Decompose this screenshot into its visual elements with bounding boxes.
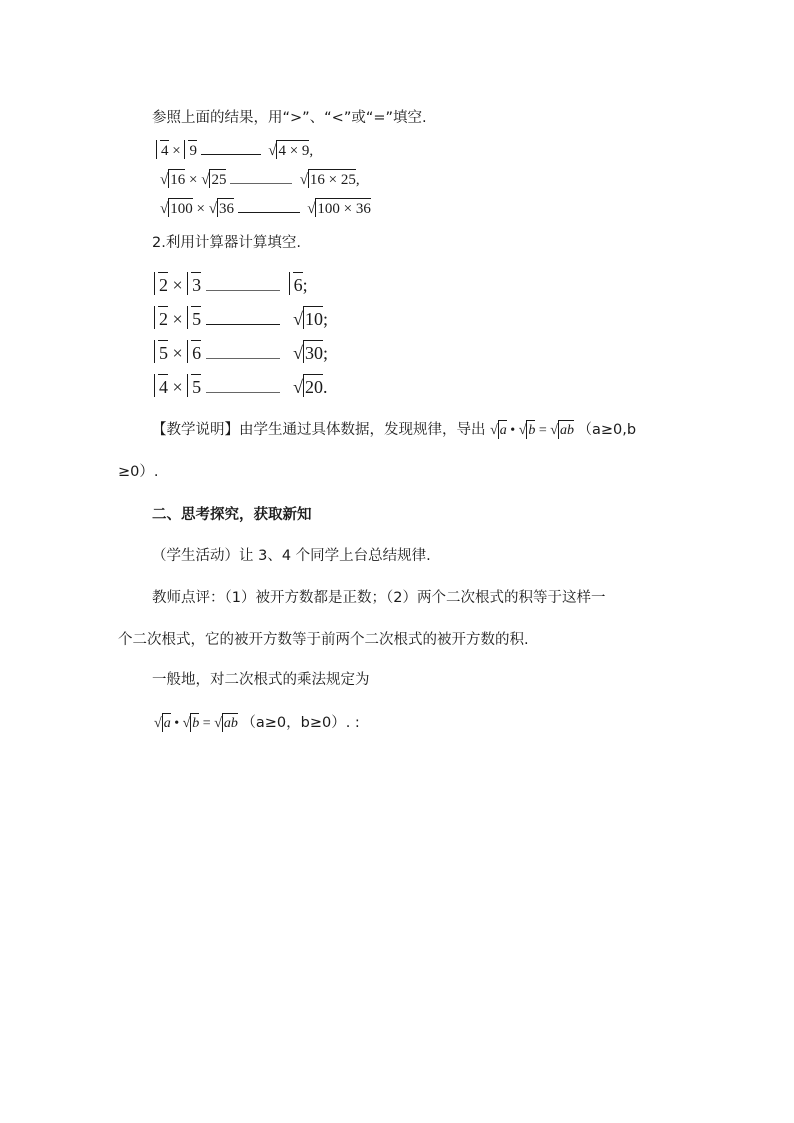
radical <box>315 198 370 219</box>
student-activity: （学生活动）让 3、4 个同学上台总结规律. <box>152 548 431 564</box>
radicand: 6 <box>191 340 201 365</box>
radicand: ab <box>223 713 238 734</box>
radical <box>209 169 226 190</box>
radical <box>217 198 234 219</box>
dot-operator: • <box>174 716 180 731</box>
radical <box>156 140 169 161</box>
intro-instruction: 参照上面的结果，用“>”、“<”或“=”填空. <box>152 110 427 126</box>
times-sign: × <box>172 343 183 363</box>
times-sign: × <box>188 172 198 188</box>
radicand: 30 <box>304 340 323 365</box>
times-sign: × <box>172 377 183 397</box>
radicand: 100 <box>169 198 193 219</box>
radical <box>168 198 193 219</box>
radical <box>184 140 197 161</box>
radical <box>187 306 201 331</box>
comparison-row-2 <box>160 169 360 190</box>
radical <box>308 169 356 190</box>
radicand: 2 <box>158 306 168 331</box>
answer-blank[interactable] <box>238 211 300 213</box>
punctuation: ; <box>323 309 329 329</box>
sqrt-sign: √ <box>182 716 191 731</box>
radicand: 6 <box>293 272 303 297</box>
radicand: 5 <box>158 340 168 365</box>
radical <box>222 713 238 734</box>
times-sign: × <box>172 275 183 295</box>
dot-operator: • <box>510 423 516 438</box>
radicand: 36 <box>218 198 234 219</box>
radicand: 5 <box>191 306 201 331</box>
radical <box>303 306 323 331</box>
radical <box>498 420 507 441</box>
sqrt-sign: √ <box>518 423 527 438</box>
product-rule-formula <box>154 716 241 731</box>
answer-blank[interactable] <box>206 391 280 393</box>
punctuation: , <box>309 143 314 159</box>
sqrt-sign: √ <box>160 172 169 188</box>
teaching-note <box>152 420 636 441</box>
radicand: a <box>499 420 507 441</box>
radical <box>154 272 168 297</box>
answer-blank[interactable] <box>206 357 280 359</box>
radical <box>303 340 323 365</box>
calc-row-4 <box>154 374 328 399</box>
equals-sign: = <box>538 423 547 438</box>
condition-text: （a≥0，b≥0）. : <box>241 715 360 731</box>
radicand: 10 <box>304 306 323 331</box>
answer-blank[interactable] <box>206 289 280 291</box>
sqrt-sign: √ <box>490 423 498 438</box>
sqrt-sign: √ <box>201 172 210 188</box>
teaching-note-text: 【教学说明】由学生通过具体数据，发现规律，导出 <box>152 422 486 438</box>
calc-row-3 <box>154 340 328 365</box>
general-rule <box>154 713 360 734</box>
radical <box>303 374 323 399</box>
punctuation: ; <box>302 275 308 295</box>
radicand: 16 × 25 <box>309 169 356 190</box>
radical <box>154 306 168 331</box>
radicand: 20 <box>304 374 323 399</box>
calculator-heading: 2.利用计算器计算填空. <box>152 235 301 251</box>
answer-blank[interactable] <box>201 153 261 155</box>
radicand: 9 <box>188 140 197 161</box>
radicand: 16 <box>169 169 185 190</box>
general-rule-intro: 一般地，对二次根式的乘法规定为 <box>152 672 370 688</box>
radical <box>190 713 199 734</box>
radicand: 25 <box>210 169 226 190</box>
radical <box>526 420 535 441</box>
radicand: 4 <box>158 374 168 399</box>
comparison-row-1 <box>156 140 313 161</box>
sqrt-sign: √ <box>154 716 162 731</box>
calc-row-1 <box>154 272 308 297</box>
radicand: b <box>527 420 535 441</box>
times-sign: × <box>196 201 205 217</box>
radicand: 4 × 9 <box>277 140 309 161</box>
radical <box>187 272 201 297</box>
radical <box>154 340 168 365</box>
sqrt-sign: √ <box>293 343 304 363</box>
times-sign: × <box>172 143 181 159</box>
equals-sign: = <box>202 716 211 731</box>
radical <box>168 169 185 190</box>
radicand: ab <box>559 420 574 441</box>
radicand: 5 <box>191 374 201 399</box>
punctuation: , <box>355 172 360 188</box>
radical <box>289 272 303 297</box>
teaching-note-cont: ≥0）. <box>118 464 159 480</box>
product-rule-formula <box>490 423 577 438</box>
sqrt-sign: √ <box>208 201 217 217</box>
sqrt-sign: √ <box>550 423 558 438</box>
radical <box>187 340 201 365</box>
radical <box>276 140 309 161</box>
radicand: 2 <box>158 272 168 297</box>
condition-text: （a≥0,b <box>577 422 637 438</box>
sqrt-sign: √ <box>160 201 169 217</box>
radical <box>154 374 168 399</box>
section-title: 二、思考探究，获取新知 <box>152 507 312 523</box>
sqrt-sign: √ <box>214 716 222 731</box>
radicand: 100 × 36 <box>316 198 370 219</box>
calc-row-2 <box>154 306 328 331</box>
radicand: a <box>163 713 171 734</box>
radicand: b <box>191 713 199 734</box>
teacher-comment-line-1: 教师点评：（1）被开方数都是正数；（2）两个二次根式的积等于这样一 <box>152 590 606 606</box>
comparison-row-3 <box>160 198 371 219</box>
radical <box>558 420 574 441</box>
punctuation: . <box>323 377 328 397</box>
answer-blank[interactable] <box>206 323 280 325</box>
radical <box>187 374 201 399</box>
sqrt-sign: √ <box>299 172 308 188</box>
radical <box>162 713 171 734</box>
teacher-comment-line-2: 个二次根式，它的被开方数等于前两个二次根式的被开方数的积. <box>118 632 529 648</box>
sqrt-sign: √ <box>293 309 304 329</box>
sqrt-sign: √ <box>268 143 277 159</box>
sqrt-sign: √ <box>307 201 316 217</box>
radicand: 4 <box>160 140 169 161</box>
radicand: 3 <box>191 272 201 297</box>
answer-blank[interactable] <box>230 182 292 184</box>
sqrt-sign: √ <box>293 377 304 397</box>
times-sign: × <box>172 309 183 329</box>
punctuation: ; <box>323 343 329 363</box>
